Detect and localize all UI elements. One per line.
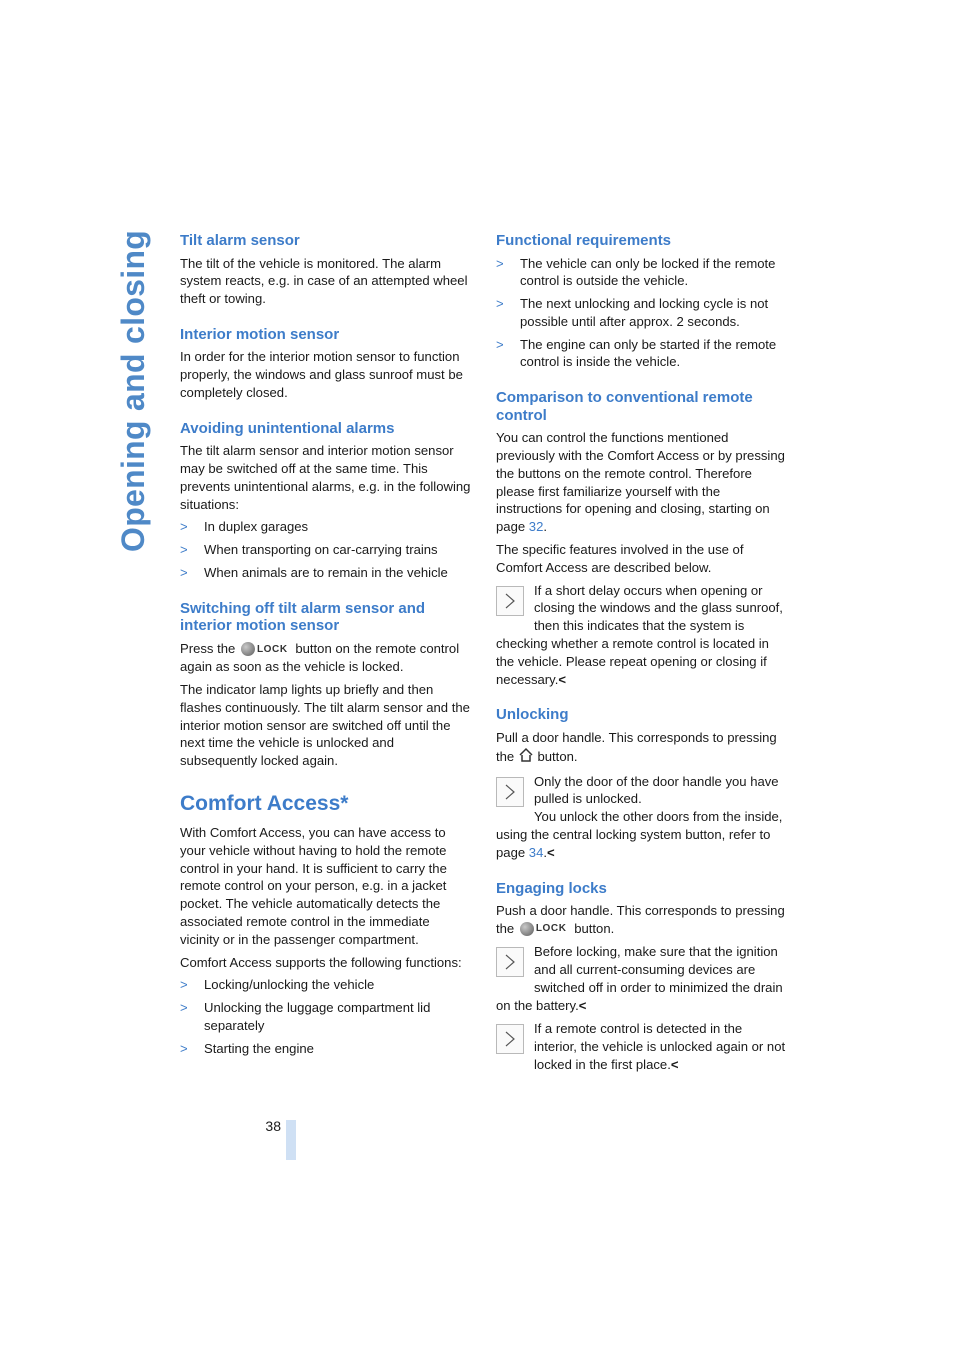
note-block: Only the door of the door handle you have pulled is unlocked. You unlock the other doors from the inside, using the central locking system button, refer to page 34.< <box>496 773 783 860</box>
left-column <box>180 232 472 1063</box>
paragraph: With Comfort Access, you can have access to your vehicle without having to hold the remote control in your hand. It is sufficient to carry the remote control on your person, e.g. in a jacket pocket. The vehicle automatically detects the associated remote control in the immediate vicinity or in the passenger compartment. <box>180 825 447 947</box>
end-marker: < <box>558 671 566 687</box>
bullet-marker: > <box>180 542 188 558</box>
list-item: > The engine can only be started if the remote control is inside the vehicle. <box>496 336 777 370</box>
end-marker: < <box>547 844 555 860</box>
bullet-marker: > <box>496 296 504 312</box>
bullet-marker: > <box>180 1000 188 1016</box>
page-number: 38 <box>265 1118 281 1134</box>
chapter-title: Opening and closing <box>115 230 151 553</box>
bullet-marker: > <box>496 336 504 352</box>
list-item: > Locking/unlocking the vehicle <box>180 977 375 993</box>
requirements-list <box>496 255 788 372</box>
heading-interior-motion: Interior motion sensor <box>180 325 340 343</box>
paragraph: Push a door handle. This corresponds to pressing the LOCK button. <box>496 902 788 938</box>
heading-switching-off: Switching off tilt alarm sensor and interior motion sensor <box>180 599 426 635</box>
comfort-functions-list <box>180 976 472 1057</box>
paragraph: The tilt alarm sensor and interior motion sensor may be switched off at the same time. This prevents unintentional alarms, e.g. in the following situations: <box>180 443 471 512</box>
heading-comparison: Comparison to conventional remote control <box>496 389 753 424</box>
page-link-34[interactable]: 34 <box>528 844 544 860</box>
note-block: If a short delay occurs when opening or closing the windows and the glass sunroof, then this indicates that the system is checking whether a remote control is located in the vehicle. Please repeat opening or closing if necessary.< <box>496 582 783 687</box>
bullet-marker: > <box>180 519 188 535</box>
heading-engaging-locks: Engaging locks <box>496 879 607 897</box>
bullet-marker: > <box>180 565 188 581</box>
list-item: > In duplex garages <box>180 519 309 535</box>
bullet-marker: > <box>180 1040 188 1056</box>
end-marker: < <box>578 997 587 1013</box>
paragraph: The indicator lamp lights up briefly and then flashes continuously. The tilt alarm sensor and the interior motion sensor are switched off until the next time the vehicle is unlocked and subsequently locked again. <box>180 682 470 769</box>
heading-tilt-alarm: Tilt alarm sensor <box>180 232 300 249</box>
list-item: > Unlocking the luggage compartment lid separately <box>180 1000 431 1034</box>
house-unlock-icon <box>518 747 534 768</box>
note-arrow-icon <box>496 947 524 977</box>
heading-avoiding-alarms: Avoiding unintentional alarms <box>180 419 395 437</box>
note-arrow-icon <box>496 586 524 616</box>
list-item: > The vehicle can only be locked if the remote control is outside the vehicle. <box>496 255 776 289</box>
paragraph: Pull a door handle. This corresponds to pressing the button. <box>496 729 788 768</box>
list-item: > When animals are to remain in the vehicle <box>180 565 448 581</box>
paragraph: Comfort Access supports the following functions: <box>180 954 462 970</box>
heading-comfort-access: Comfort Access* <box>180 792 349 816</box>
end-marker: < <box>670 1057 679 1073</box>
heading-unlocking: Unlocking <box>496 706 569 724</box>
list-item: > The next unlocking and locking cycle is not possible until after approx. 2 seconds. <box>496 296 769 329</box>
right-column <box>496 232 788 1080</box>
note-block: Before locking, make sure that the ignition and all current-consuming devices are switched off in order to minimized the drain on the battery.< <box>496 944 783 1013</box>
situations-list <box>180 518 472 581</box>
note-block: If a remote control is detected in the interior, the vehicle is unlocked again or not locked in the first place.< <box>496 1020 788 1073</box>
heading-functional-requirements: Functional requirements <box>496 232 672 249</box>
lock-button-icon: LOCK <box>241 641 288 659</box>
paragraph: The specific features involved in the use of Comfort Access are described below. <box>496 542 744 575</box>
bullet-marker: > <box>180 977 188 993</box>
list-item: > Starting the engine <box>180 1040 314 1056</box>
paragraph: In order for the interior motion sensor to function properly, the windows and glass sunroof must be completely closed. <box>180 349 463 400</box>
page-link-32[interactable]: 32 <box>528 519 544 535</box>
note-arrow-icon <box>496 777 524 807</box>
list-item: > When transporting on car-carrying trains <box>180 542 438 558</box>
paragraph: You can control the functions mentioned previously with the Comfort Access or by pressing the buttons on the remote control. Therefore please first familiarize yourself with the instructions for opening and closing, starting on page 32. <box>496 430 785 535</box>
note-arrow-icon <box>496 1024 524 1054</box>
paragraph: Press the LOCK button on the remote control again as soon as the vehicle is locked. <box>180 640 460 675</box>
bullet-marker: > <box>496 255 504 271</box>
page-marker-bar <box>286 1120 296 1160</box>
paragraph: The tilt of the vehicle is monitored. The alarm system reacts, e.g. in case of an attempted wheel theft or towing. <box>180 255 468 307</box>
lock-button-icon: LOCK <box>520 920 567 938</box>
